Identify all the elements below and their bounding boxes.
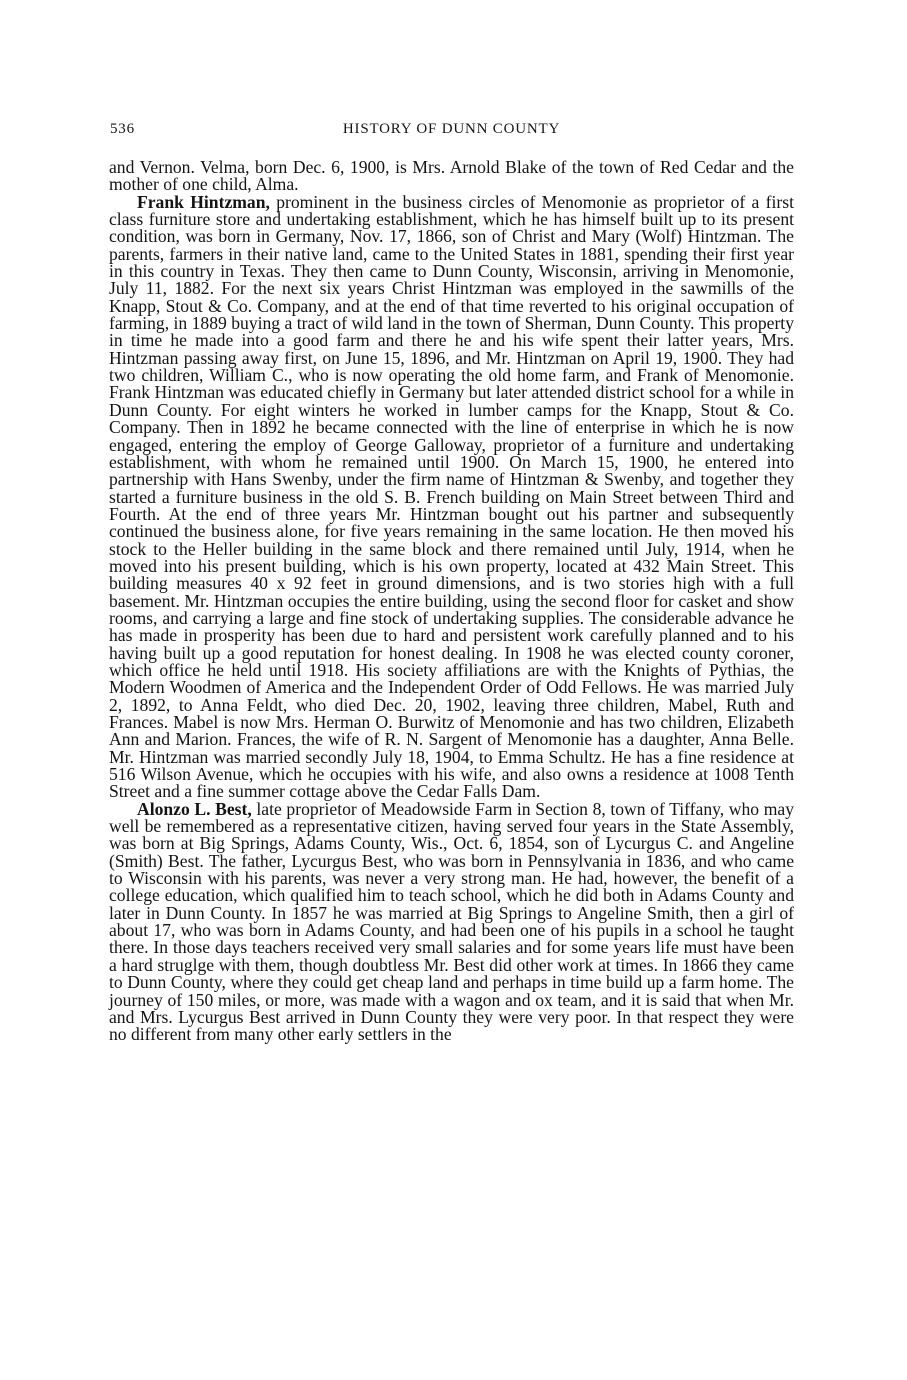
paragraph-text: prominent in the business circles of Menomonie as proprietor of a first class furniture store and undertaking establishment, which he has himself built up to its present condition, was born in Germany, Nov. 17, 1866, son of Christ and Mary (Wolf) Hintzman. The parents, farmers in their native land, came to the United States in 1881, spending their first year in this country in Texas. They then came to Dunn County, Wisconsin, arriving in Menomonie, July 11, 1882. For the next six years Christ Hintzman was employed in the sawmills of the Knapp, Stout & Co. Company, and at the end of that time reverted to his original occupation of farming, in 1889 buying a tract of wild land in the town of Sherman, Dunn County. This property in time he made into a good farm and there he and his wife spent their latter years, Mrs. Hintzman passing away first, on June 15, 1896, and Mr. Hintzman on April 19, 1900. They had two children, William C., who is now operating the old home farm, and Frank of Menomonie. Frank Hintzman was educated chiefly in Germany but later attended district school for a while in Dunn County. For eight winters he worked in lumber camps for the Knapp, Stout & Co. Company. Then in 1892 he became connected with the line of enterprise in which he is now engaged, entering the employ of George Galloway, proprietor of a furniture and undertaking establishment, with whom he remained until 1900. On March 15, 1900, he entered into partnership with Hans Swenby, under the firm name of Hintzman & Swenby, and together they started a furniture business in the old S. B. French building on Main Street between Third and Fourth. At the end of three years Mr. Hintzman bought out his partner and subsequently continued the business alone, for five years remaining in the same location. He then moved his stock to the Heller building in the same block and there remained until July, 1914, when he moved into his present building, which is his own property, located at 432 Main Street. This building measures 40 x 92 feet in ground dimensions, and is two stories high with a full basement. Mr. Hintzman occupies the entire building, using the second floor for casket and show rooms, and carrying a large and fine stock of undertaking supplies. The considerable advance he has made in prosperity has been due to hard and persistent work carefully planned and to his having built up a good reputation for honest dealing. In 1908 he was elected county coroner, which office he held until 1918. His society affiliations are with the Knights of Pythias, the Modern Woodmen of America and the Independent Order of Odd Fellows. He was married July 2, 1892, to Anna Feldt, who died Dec. 20, 1902, leaving three children, Mabel, Ruth and Frances. Mabel is now Mrs. Herman O. Burwitz of Menomonie and has two children, Elizabeth Ann and Marion. Frances, the wife of R. N. Sargent of Menomonie has a daughter, Anna Belle. Mr. Hintzman was married secondly July 18, 1904, to Emma Schultz. He has a fine residence at 516 Wilson Avenue, which he occupies with his wife, and also owns a residence at 1008 Tenth Street and a fine summer cottage above the Cedar Falls Dam. <box>109 191 794 802</box>
paragraph-continuation <box>109 159 794 194</box>
paragraph-text: late proprietor of Meadowside Farm in Section 8, town of Tiffany, who may well be remembered as a representative citizen, having served four years in the State Assembly, was born at Big Springs, Adams County, Wis., Oct. 6, 1854, son of Lycurgus C. and Angeline (Smith) Best. The father, Lycurgus Best, who was born in Pennsylvania in 1836, and who came to Wisconsin with his parents, was never a very strong man. He had, however, the benefit of a college education, which qualified him to teach school, which he did both in Adams County and later in Dunn County. In 1857 he was married at Big Springs to Angeline Smith, then a girl of about 17, who was born in Adams County, and had been one of his pupils in a school he taught there. In those days teachers received very small salaries and for some years life must have been a hard struglge with them, though doubtless Mr. Best did other work at times. In 1866 they came to Dunn County, where they could get cheap land and perhaps in time build up a farm home. The journey of 150 miles, or more, was made with a wagon and ox team, and it is said that when Mr. and Mrs. Lycurgus Best arrived in Dunn County they were very poor. In that respect they were no different from many other early settlers in the <box>109 798 795 1045</box>
paragraph-lead-name: Frank Hintzman, <box>137 191 270 212</box>
paragraph-text: and Vernon. Velma, born Dec. 6, 1900, is Mrs. Arnold Blake of the town of Red Cedar and the mother of one child, Alma. <box>109 157 794 195</box>
paragraph-lead-name: Alonzo L. Best, <box>137 798 252 819</box>
page-number: 536 <box>110 121 135 137</box>
paragraph-alonzo-best <box>109 798 795 1045</box>
page-header <box>107 121 796 143</box>
body-text <box>109 159 794 1044</box>
running-head: HISTORY OF DUNN COUNTY <box>342 121 561 137</box>
paragraph-frank-hintzman <box>109 191 794 802</box>
